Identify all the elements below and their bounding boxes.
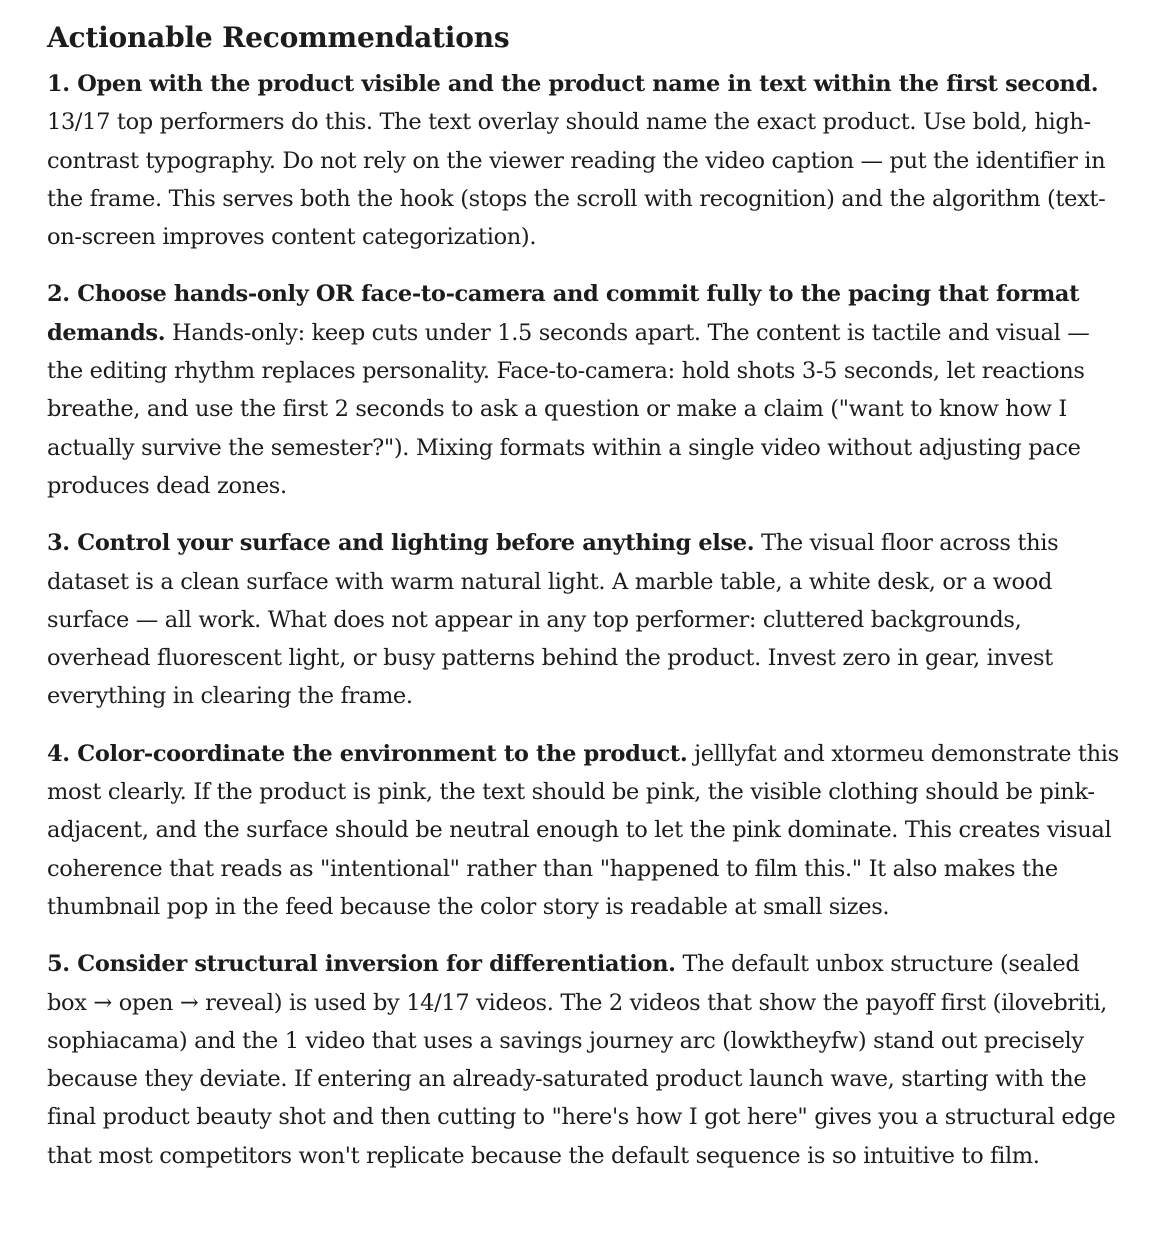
recommendation-1-body: 13/17 top performers do this. The text overlay should name the exact product. Use bold, high-contrast typography. Do not rely on the viewer reading the video caption — put the identifier in the frame. This serves both the hook (stops the scroll with recognition) and the algorithm (text-on-screen improves content categorization). xyxy=(47,109,1106,251)
recommendation-1 xyxy=(47,65,1125,256)
recommendation-2 xyxy=(47,275,1125,505)
recommendation-3 xyxy=(47,524,1125,715)
recommendation-5-title: 5. Consider structural inversion for differentiation. xyxy=(47,951,676,978)
recommendation-4-body: jelllyfat and xtormeu demonstrate this most clearly. If the product is pink, the text should be pink, the visible clothing should be pink-adjacent, and the surface should be neutral enough to let the pink dominate. This creates visual coherence that reads as "intentional" rather than "happened to film this." It also makes the thumbnail pop in the feed because the color story is readable at small sizes. xyxy=(47,740,1119,920)
document xyxy=(47,18,1125,1194)
recommendation-5-body: The default unbox structure (sealed box → open → reveal) is used by 14/17 videos. The 2 videos that show the payoff first (ilovebriti, sophiacama) and the 1 video that uses a savings journey arc (lowktheyfw) stand out precisely because they deviate. If entering an already-saturated product launch wave, starting with the final product beauty shot and then cutting to "here's how I got here" gives you a structural edge that most competitors won't replicate because the default sequence is so intuitive to film. xyxy=(47,951,1116,1169)
recommendation-5 xyxy=(47,945,1125,1175)
recommendation-3-body: The visual floor across this dataset is a clean surface with warm natural light. A marble table, a white desk, or a wood surface — all work. What does not appear in any top performer: cluttered backgrounds, overhead fluorescent light, or busy patterns behind the product. Invest zero in gear, invest everything in clearing the frame. xyxy=(47,530,1059,710)
recommendation-3-title: 3. Control your surface and lighting before anything else. xyxy=(47,530,755,557)
recommendation-1-title: 1. Open with the product visible and the product name in text within the first second. xyxy=(47,71,1099,97)
section-heading: Actionable Recommendations xyxy=(47,21,510,54)
recommendation-2-body: Hands-only: keep cuts under 1.5 seconds apart. The content is tactile and visual — the editing rhythm replaces personality. Face-to-camera: hold shots 3-5 seconds, let reactions breathe, and use the first 2 seconds to ask a question or make a claim ("want to know how I actually survive the semester?"). Mixing formats within a single video without adjusting pace produces dead zones. xyxy=(47,319,1090,499)
recommendation-4-title: 4. Color-coordinate the environment to the product. xyxy=(47,740,688,767)
recommendation-2-title: 2. Choose hands-only OR face-to-camera and commit fully to the pacing that format demands. xyxy=(47,281,1080,346)
recommendation-4 xyxy=(47,735,1125,926)
